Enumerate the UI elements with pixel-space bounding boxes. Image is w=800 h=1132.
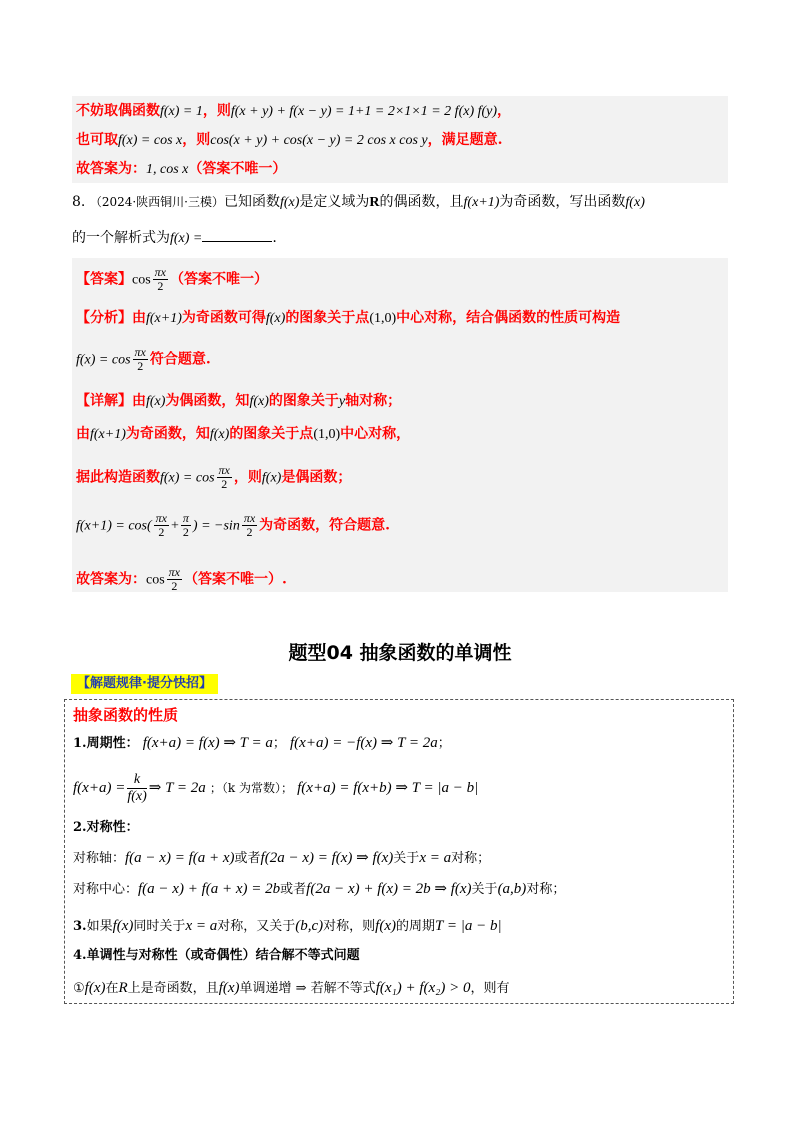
fraction-pix-2: $\frac{\pi x}{2}$ bbox=[168, 565, 181, 593]
axis-line: 对称轴：f(a − x) = f(a + x)或者f(2a − x) = f(x) ⇒ f(x)关于x = a对称； bbox=[73, 850, 491, 866]
fraction-pix-2: $\frac{\pi x}{2}$ bbox=[154, 265, 167, 293]
solution-line-1: 不妨取偶函数f(x) = 1，则f(x + y) + f(x − y) = 1+1 = 2×1×1 = 2 f(x) f(y)， bbox=[76, 103, 512, 119]
fraction-pi-2: $\frac{\pi}{2}$ bbox=[182, 511, 189, 539]
monotonic-heading: 4.单调性与对称性（或奇偶性）结合解不等式问题 bbox=[73, 948, 360, 963]
analysis-line-1: 【分析】由f(x+1)为奇函数可得f(x)的图象关于点(1,0)中心对称，结合偶函数的性质可构造 bbox=[76, 310, 621, 326]
answer-line: 【答案】cos $\frac{\pi x}{2}$ （答案不唯一） bbox=[76, 265, 269, 293]
analysis-line-2: f(x) = cos $\frac{\pi x}{2}$ 符合题意. bbox=[76, 345, 211, 373]
period-line-2: f(x+a) = $\frac{k}{f(x)}$ ⇒ T = 2a ；（k 为常数）； f(x+a) = f(x+b) ⇒ T = |a − b| bbox=[73, 772, 479, 804]
final-answer-line: 故答案为：cos $\frac{\pi x}{2}$ （答案不唯一）. bbox=[76, 565, 287, 593]
answer-blank bbox=[202, 227, 272, 242]
fraction-pix-2: $\frac{\pi x}{2}$ bbox=[155, 511, 167, 539]
fraction-pix-2: $\frac{\pi x}{2}$ bbox=[218, 463, 230, 491]
detail-line-3: 据此构造函数f(x) = cos $\frac{\pi x}{2}$ ，则f(x)是偶函数； bbox=[76, 463, 352, 491]
period-line-1: 1.周期性： f(x+a) = f(x) ⇒ T = a； f(x+a) = −f(x) ⇒ T = 2a； bbox=[73, 735, 451, 751]
solution-line-3: 故答案为：1, cos x（答案不唯一） bbox=[76, 161, 287, 177]
detail-line-1: 【详解】由f(x)为偶函数，知f(x)的图象关于y轴对称； bbox=[76, 393, 402, 409]
center-line: 对称中心：f(a − x) + f(a + x) = 2b或者f(2a − x) + f(x) = 2b ⇒ f(x)关于(a,b)对称； bbox=[73, 881, 566, 897]
fraction-k-over-fx: $\frac{k}{f(x)}$ bbox=[127, 772, 147, 804]
section-title: 题型04 抽象函数的单调性 bbox=[288, 642, 512, 664]
fraction-pix-2: $\frac{\pi x}{2}$ bbox=[243, 511, 256, 539]
detail-line-4: f(x+1) = cos( $\frac{\pi x}{2}$ + $\frac{\pi}{2}$ ) = −sin $\frac{\pi x}{2}$ 为奇函数，符合题意. bbox=[76, 511, 391, 539]
fraction-pix-2: $\frac{\pi x}{2}$ bbox=[134, 345, 146, 373]
detail-line-2: 由f(x+1)为奇函数，知f(x)的图象关于点(1,0)中心对称， bbox=[76, 426, 411, 442]
period-from-symmetry-line: 3.如果f(x)同时关于x = a对称，又关于(b,c)对称，则f(x)的周期T = |a − b| bbox=[73, 918, 502, 934]
properties-title: 抽象函数的性质 bbox=[73, 706, 179, 724]
question-8-line-2: 的一个解析式为f(x) = . bbox=[72, 227, 277, 249]
tips-tag: 【解题规律·提分快招】 bbox=[71, 674, 218, 694]
question-8-line-1: 8. （2024·陕西铜川·三模）已知函数f(x)是定义域为R的偶函数，且f(x+1)为奇函数，写出函数f(x) bbox=[72, 194, 645, 210]
solution-line-2: 也可取f(x) = cos x，则cos(x + y) + cos(x − y) = 2 cos x cos y，满足题意. bbox=[76, 132, 503, 148]
symmetry-label: 2.对称性： bbox=[73, 820, 139, 835]
monotonic-line: ①f(x)在R上是奇函数，且f(x)单调递增 ⇒ 若解不等式f(x₁) + f(x₂) > 0，则有 bbox=[73, 980, 510, 996]
